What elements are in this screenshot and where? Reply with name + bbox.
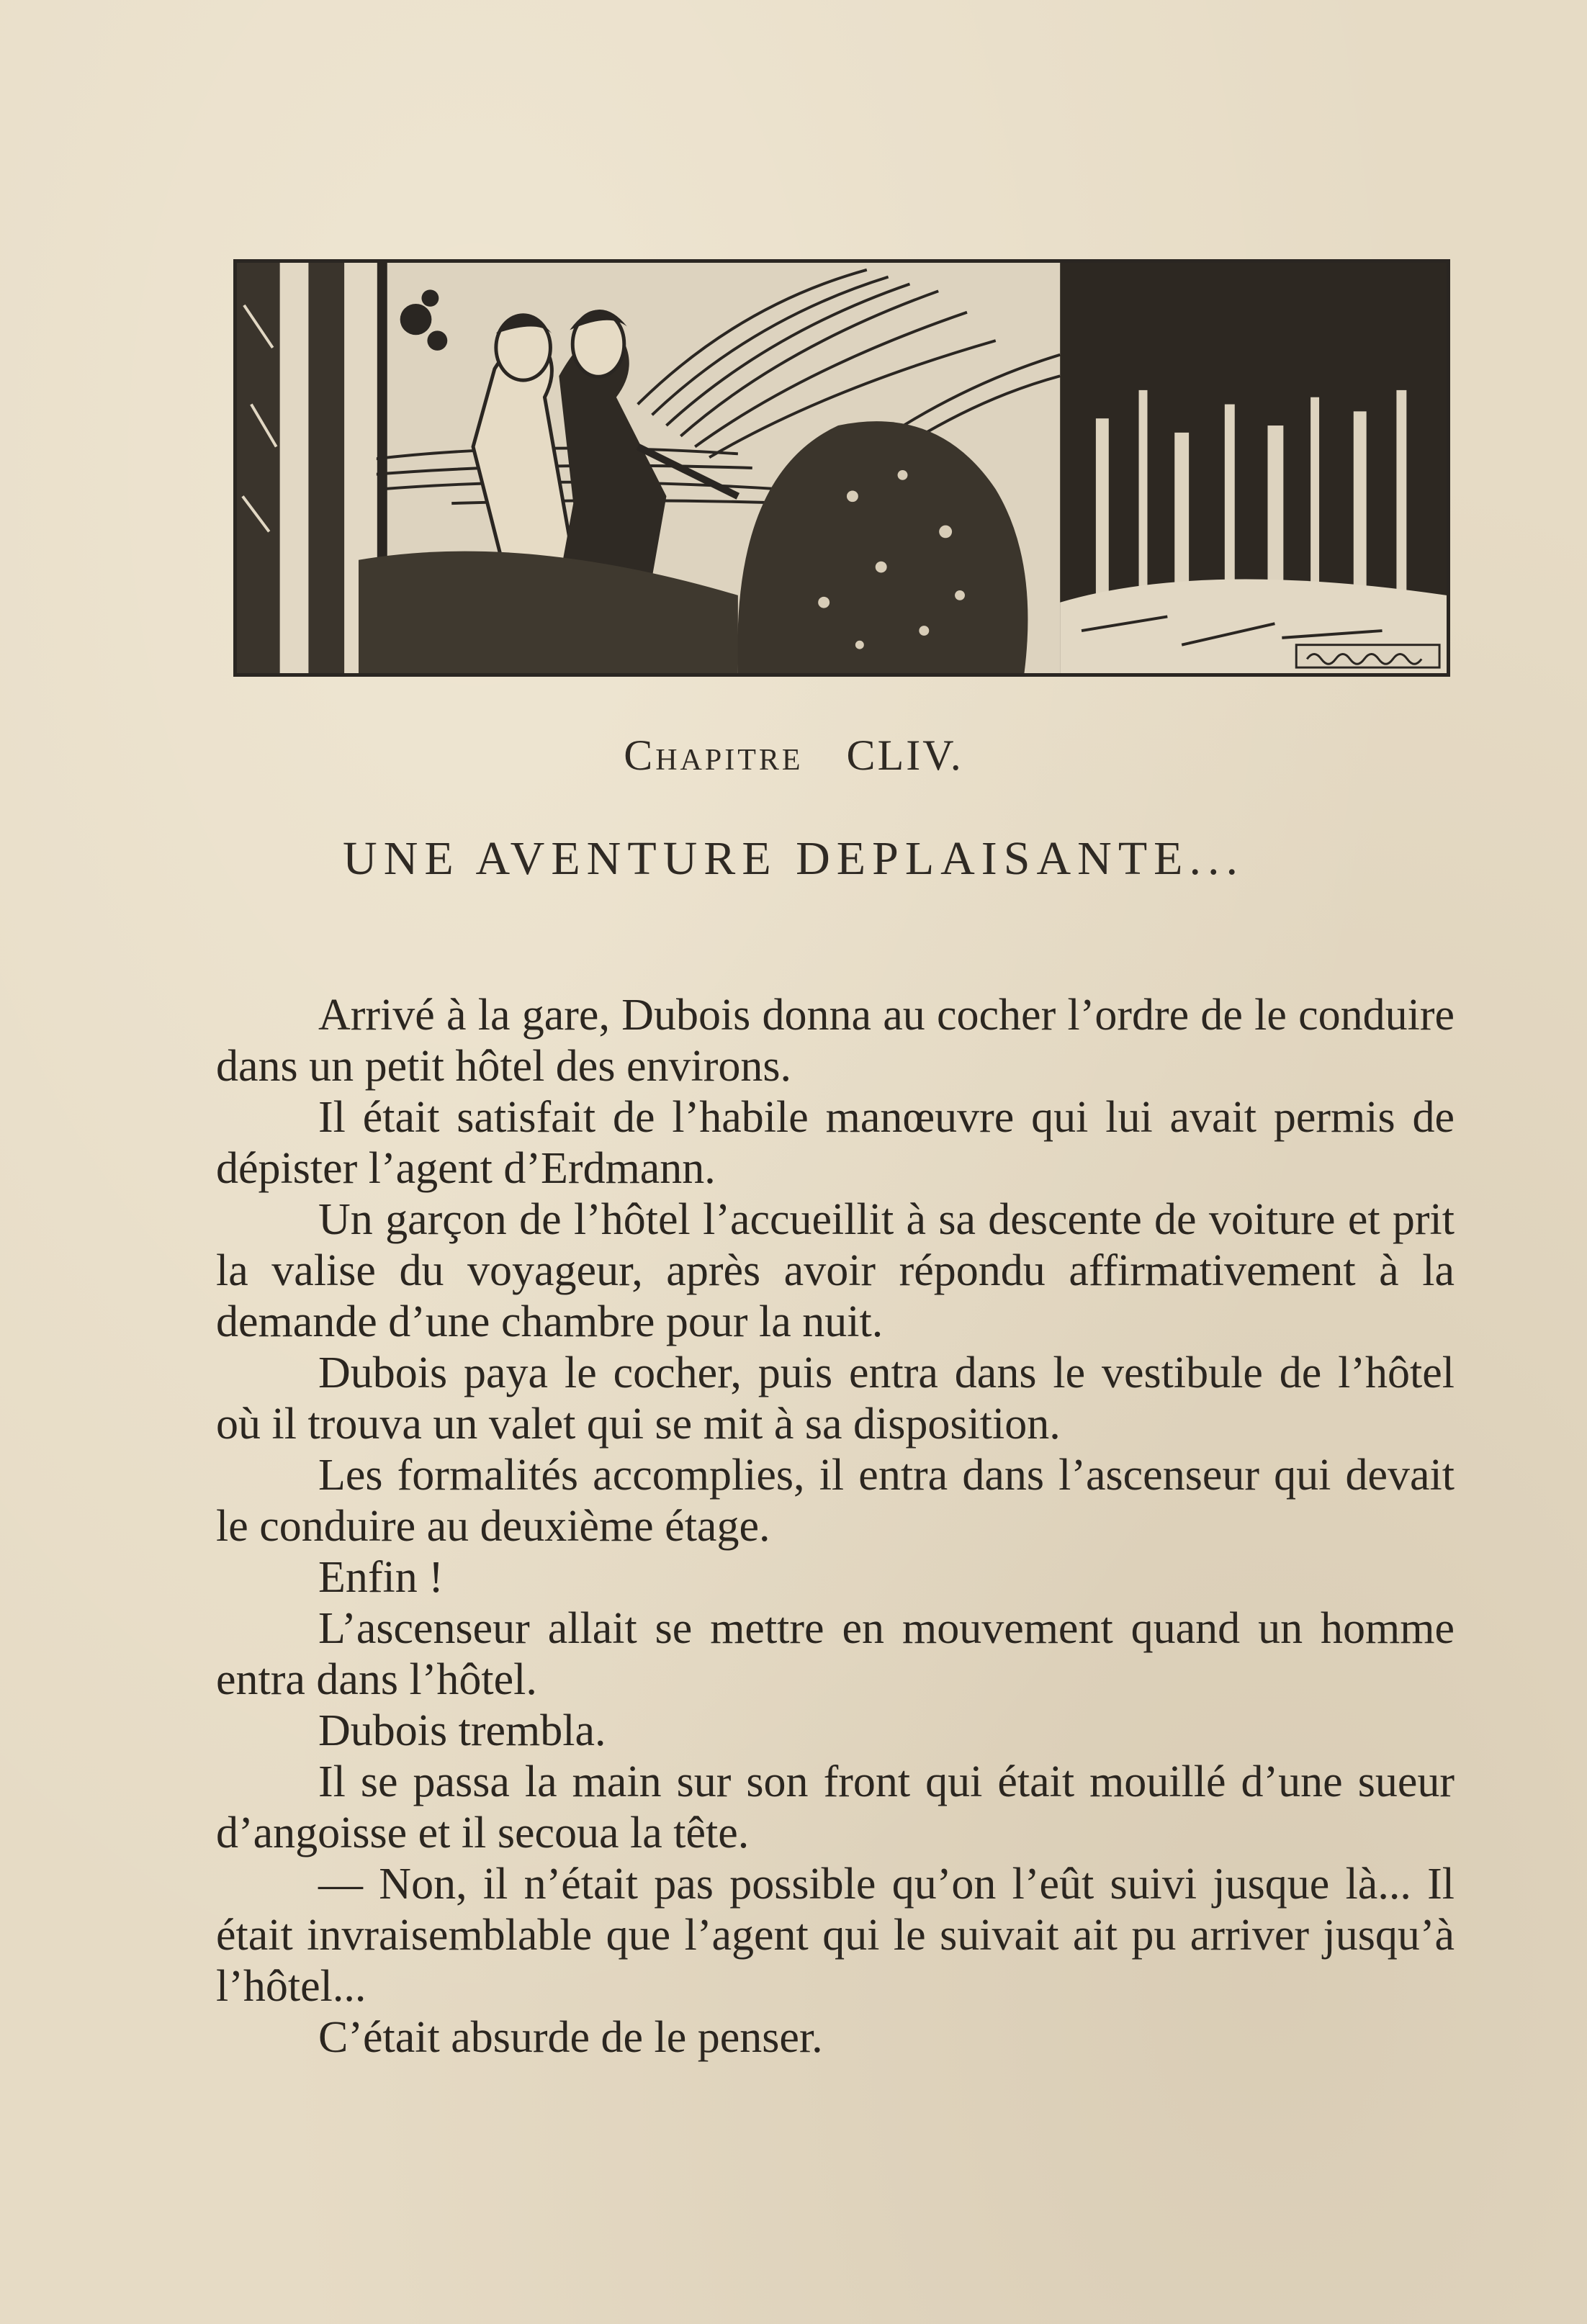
paragraph: C’était absurde de le penser.	[318, 2013, 823, 2062]
chapter-label: Chapitre	[624, 731, 804, 779]
paragraph: Il était satisfait de l’habile manœuvre qui lui avait permis de dépister l’agent d’Erdmann.	[216, 1093, 1455, 1193]
chapter-illustration	[233, 259, 1450, 677]
paragraph: Enfin !	[318, 1553, 444, 1602]
paragraph: Arrivé à la gare, Dubois donna au cocher l’ordre de le conduire dans un petit hôtel des environs.	[216, 991, 1455, 1091]
chapter-title: UNE AVENTURE DEPLAISANTE...	[343, 832, 1244, 885]
paragraph: Il se passa la main sur son front qui était mouillé d’une sueur d’angoisse et il secoua la tête.	[216, 1757, 1455, 1857]
paragraph: Les formalités accomplies, il entra dans l’ascenseur qui devait le conduire au deuxième étage.	[216, 1451, 1455, 1551]
woodcut-scene-icon	[237, 263, 1447, 673]
paragraph: L’ascenseur allait se mettre en mouvement quand un homme entra dans l’hôtel.	[216, 1604, 1455, 1704]
chapter-heading	[0, 731, 1587, 780]
body-text	[216, 990, 1455, 2063]
paragraph: Dubois paya le cocher, puis entra dans le vestibule de l’hôtel où il trouva un valet qui se mit à sa disposition.	[216, 1348, 1455, 1449]
paragraph: Un garçon de l’hôtel l’accueillit à sa descente de voiture et prit la valise du voyageur, après avoir répondu affirmativement à la demande d’une chambre pour la nuit.	[216, 1195, 1455, 1346]
paragraph: Dubois trembla.	[318, 1706, 606, 1755]
chapter-number: CLIV.	[846, 731, 963, 779]
paragraph: — Non, il n’était pas possible qu’on l’eût suivi jusque là... Il était invraisemblable que l’agent qui le suivait ait pu arriver jusqu’à l’hôtel...	[216, 1860, 1455, 2011]
